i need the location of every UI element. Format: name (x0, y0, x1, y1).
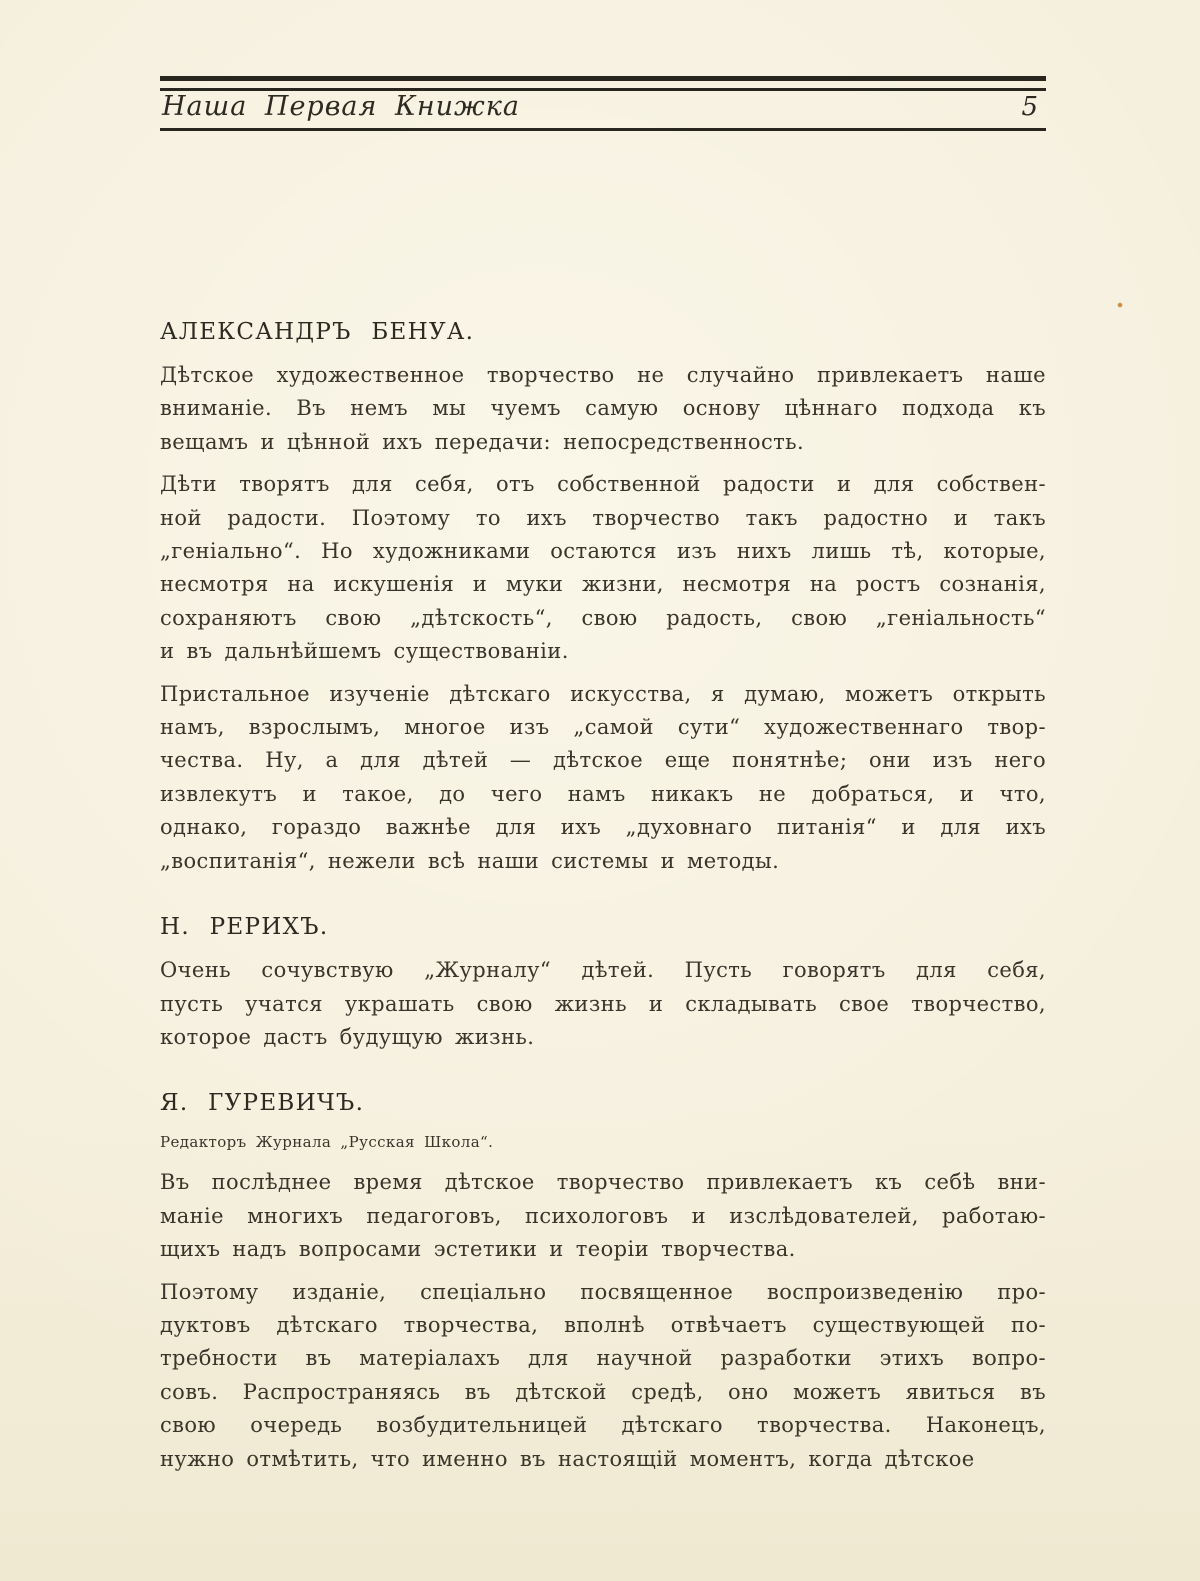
section (160, 317, 1046, 878)
section-heading: Я. ГУРЕВИЧЪ. (160, 1090, 365, 1117)
text-line: свою очередь возбудительницей дѣтскаго творчества. Наконецъ, (160, 1413, 1046, 1438)
paragraph (160, 954, 1046, 1054)
text-line: требности въ матеріалахъ для научной разработки этихъ вопро- (160, 1346, 1046, 1371)
paragraph (160, 678, 1046, 878)
page-header (160, 76, 1046, 131)
text-line: вещамъ и цѣнной ихъ передачи: непосредственность. (160, 429, 805, 454)
text-line: вниманіе. Въ немъ мы чуемъ самую основу цѣннаго подхода къ (160, 396, 1046, 421)
header-rule-bottom (160, 128, 1046, 131)
text-line: Пристальное изученіе дѣтскаго искусства, я думаю, можетъ открыть (160, 681, 1046, 706)
section-heading: АЛЕКСАНДРЪ БЕНУА. (160, 319, 475, 345)
section (160, 1088, 1046, 1476)
text-line: которое дастъ будущую жизнь. (160, 1024, 535, 1049)
text-line: сохраняютъ свою „дѣтскость“, свою радость, свою „геніальность“ (160, 605, 1046, 630)
text-line: пусть учатся украшать свою жизнь и складывать свое творчество, (160, 991, 1046, 1016)
paragraph (160, 359, 1046, 459)
text-line: щихъ надъ вопросами эстетики и теоріи творчества. (160, 1237, 796, 1262)
text-line: ной радости. Поэтому то ихъ творчество такъ радостно и такъ (160, 505, 1046, 530)
text-line: дуктовъ дѣтскаго творчества, вполнѣ отвѣчаетъ существующей по- (160, 1312, 1046, 1337)
paragraph (160, 1166, 1046, 1266)
paragraph (160, 468, 1046, 668)
text-line: Въ послѣднее время дѣтское творчество привлекаетъ къ себѣ вни- (160, 1170, 1046, 1195)
header-row (160, 91, 1046, 128)
section (160, 912, 1046, 1054)
text-line: несмотря на искушенія и муки жизни, несмотря на ростъ сознанія, (160, 572, 1046, 597)
text-line: „геніально“. Но художниками остаются изъ нихъ лишь тѣ, которые, (160, 539, 1046, 564)
header-rule-top (160, 76, 1046, 81)
text-line: и въ дальнѣйшемъ существованіи. (160, 639, 569, 664)
text-line: Очень сочувствую „Журналу“ дѣтей. Пусть говорятъ для себя, (160, 958, 1046, 983)
page-body (160, 317, 1046, 1476)
running-title: Наша Первая Книжка (162, 91, 520, 122)
text-line: „воспитанія“, нежели всѣ наши системы и методы. (160, 848, 780, 873)
section-subheading: Редакторъ Журнала „Русская Школа“. (160, 1133, 494, 1152)
text-line: намъ, взрослымъ, многое изъ „самой сути“ художественнаго твор- (160, 715, 1046, 740)
text-line: нужно отмѣтить, что именно въ настоящій моментъ, когда дѣтское (160, 1446, 975, 1471)
text-line: Дѣтское художественное творчество не случайно привлекаетъ наше (160, 363, 1046, 387)
text-line: Поэтому изданіе, спеціально посвященное воспроизведенію про- (160, 1279, 1046, 1304)
section-heading: Н. РЕРИХЪ. (160, 914, 329, 941)
paragraph (160, 1276, 1046, 1476)
text-line: однако, гораздо важнѣе для ихъ „духовнаго питанія“ и для ихъ (160, 815, 1046, 840)
text-line: маніе многихъ педагоговъ, психологовъ и изслѣдователей, работаю- (160, 1203, 1046, 1228)
text-line: совъ. Распространяясь въ дѣтской средѣ, оно можетъ явиться въ (160, 1379, 1046, 1404)
page-content (160, 0, 1046, 1476)
page-number: 5 (1021, 92, 1038, 122)
text-line: чества. Ну, а для дѣтей — дѣтское еще понятнѣе; они изъ него (160, 748, 1046, 773)
text-line: извлекутъ и такое, до чего намъ никакъ не добраться, и что, (160, 781, 1046, 806)
text-line: Дѣти творятъ для себя, отъ собственной радости и для собствен- (160, 472, 1046, 497)
